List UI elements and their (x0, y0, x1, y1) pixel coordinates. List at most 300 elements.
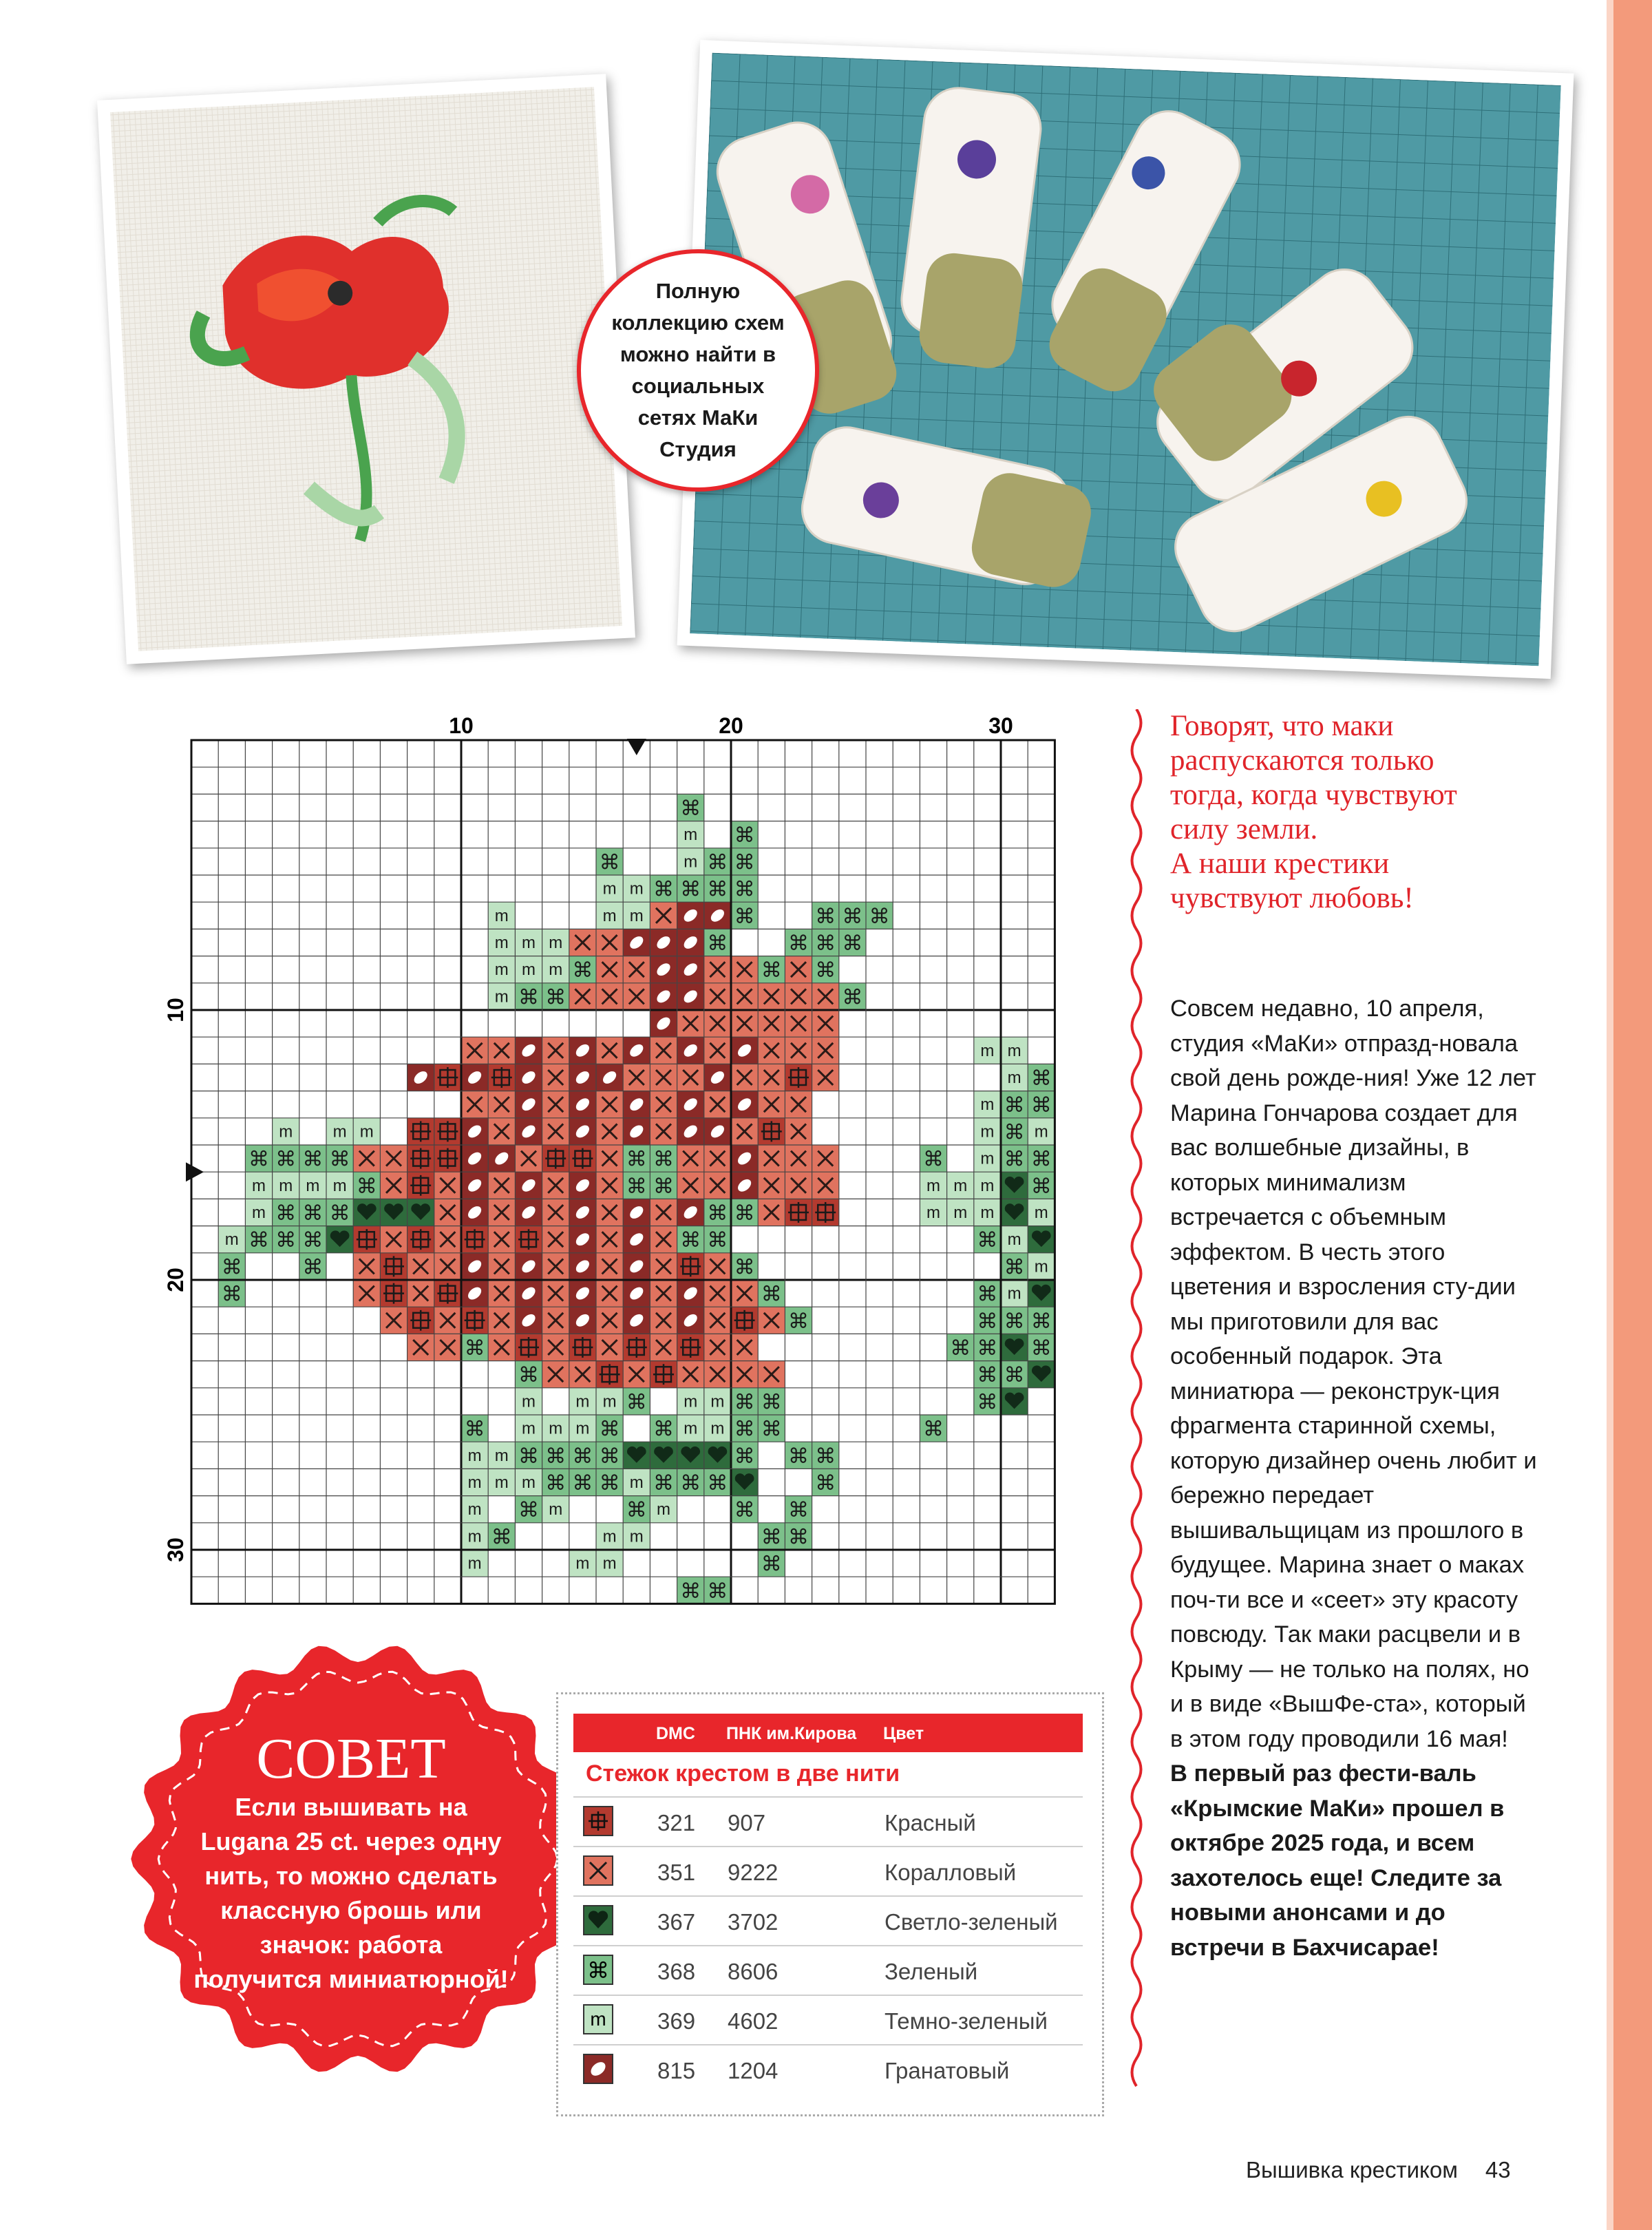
green-stitch (731, 821, 758, 848)
svg-text:m: m (224, 1230, 239, 1250)
garnet-stitch (461, 1253, 488, 1280)
coral-stitch (596, 1226, 623, 1253)
svg-text:m: m (602, 1392, 617, 1411)
svg-text:m: m (522, 1419, 536, 1438)
coral-stitch (488, 1334, 515, 1360)
coral-stitch (488, 1199, 515, 1226)
green-stitch (488, 1523, 515, 1550)
green-stitch (1001, 1091, 1028, 1118)
dark-green-stitch (488, 902, 515, 929)
svg-text:m: m (549, 1500, 563, 1519)
red-stitch (434, 1145, 461, 1172)
page-edge-stripe (1613, 0, 1652, 2230)
dark-green-stitch (596, 1388, 623, 1415)
key-dmc: 351 (657, 1860, 696, 1885)
svg-text:m: m (980, 1176, 995, 1195)
svg-text:⌘: ⌘ (221, 1282, 242, 1307)
coral-stitch (677, 1172, 704, 1199)
svg-text:⌘: ⌘ (518, 1498, 539, 1523)
green-stitch (569, 1442, 596, 1469)
svg-text:m: m (710, 1419, 725, 1438)
dark-green-stitch (461, 1442, 488, 1469)
svg-text:m: m (1034, 1257, 1048, 1276)
svg-text:⌘: ⌘ (734, 1201, 755, 1226)
tip-text: Если вышивать на Lugana 25 ct. через одну нить, то можно сделать классную брошь или значок: работа получится миниатюрной! (193, 1793, 509, 1993)
green-stitch (920, 1145, 946, 1172)
red-stitch (596, 1361, 623, 1388)
green-stitch (1028, 1172, 1055, 1199)
svg-text:m: m (522, 1392, 536, 1411)
red-stitch (434, 1064, 461, 1091)
svg-text:m: m (494, 934, 509, 952)
red-stitch (407, 1145, 434, 1172)
article-paragraph: Совсем недавно, 10 апреля, студия «МаКи» отпразд-новала свой день рожде-ния! Уже 12 лет Марина Гончарова создает для вас волшебные дизайны, в которых минимализм встречается с объемным эффектом. В честь этого цветения и взросления сту-дии мы приготовили для вас особенный подарок. Эта миниатюра — реконструк-ция фрагмента старинной схемы, которую дизайнер очень любит и бережно передает вышивальщицам из прошлого в будущее. Марина знает о маках поч-ти все и «сеет» эту красоту повсюду. Так маки расцвели и в Крыму — не только на полях, но и в виде «ВышФе-ста», который в этом году проводили 16 мая! (1170, 996, 1537, 1752)
green-stitch (542, 1469, 569, 1495)
svg-text:⌘: ⌘ (707, 1201, 728, 1226)
svg-text:⌘: ⌘ (545, 1471, 566, 1495)
coral-stitch (785, 983, 812, 1010)
light-green-stitch (407, 1199, 434, 1226)
key-header-color: Цвет (883, 1724, 924, 1743)
dark-green-stitch (299, 1172, 326, 1199)
garnet-stitch (515, 1172, 542, 1199)
green-stitch (1028, 1307, 1055, 1334)
svg-text:m: m (494, 1473, 509, 1492)
dark-green-stitch (704, 1415, 731, 1442)
green-stitch (704, 1226, 731, 1253)
coral-stitch (812, 1064, 839, 1091)
key-header (573, 1714, 1083, 1752)
svg-text:⌘: ⌘ (761, 1417, 782, 1442)
coral-stitch (650, 1334, 677, 1360)
svg-text:m: m (629, 1527, 644, 1546)
coral-stitch (731, 1361, 758, 1388)
svg-text:⌘: ⌘ (977, 1228, 998, 1253)
svg-text:⌘: ⌘ (518, 1444, 539, 1469)
dark-green-stitch (273, 1118, 299, 1145)
green-stitch (353, 1172, 380, 1199)
dark-green-stitch (542, 1415, 569, 1442)
coral-stitch (380, 1307, 407, 1334)
dark-green-stitch (488, 929, 515, 956)
green-stitch (1001, 1361, 1028, 1388)
green-stitch (731, 1415, 758, 1442)
dark-green-stitch (596, 1550, 623, 1577)
coral-stitch (650, 1307, 677, 1334)
garnet-stitch (677, 1037, 704, 1064)
garnet-stitch (569, 1253, 596, 1280)
green-stitch (758, 1550, 785, 1577)
svg-text:⌘: ⌘ (734, 877, 755, 902)
green-stitch (326, 1145, 353, 1172)
svg-text:m: m (926, 1203, 940, 1222)
coral-stitch (812, 1037, 839, 1064)
red-stitch (461, 1226, 488, 1253)
green-stitch (1001, 1307, 1028, 1334)
coral-stitch (542, 1172, 569, 1199)
key-row (573, 1945, 1083, 1995)
garnet-stitch (515, 1091, 542, 1118)
green-stitch (218, 1253, 245, 1280)
garnet-stitch (461, 1064, 488, 1091)
coral-stitch (731, 1064, 758, 1091)
dark-green-stitch (974, 1172, 1001, 1199)
dark-green-stitch (974, 1118, 1001, 1145)
svg-text:⌘: ⌘ (545, 1444, 566, 1469)
dark-green-stitch (677, 821, 704, 848)
coral-stitch (758, 1145, 785, 1172)
green-stitch (596, 1469, 623, 1495)
coral-stitch (542, 1037, 569, 1064)
coral-stitch (623, 1361, 650, 1388)
red-stitch (677, 1334, 704, 1360)
green-stitch (704, 848, 731, 875)
svg-text:⌘: ⌘ (707, 932, 728, 956)
svg-text:⌘: ⌘ (653, 1174, 674, 1199)
green-stitch (812, 929, 839, 956)
svg-text:m: m (980, 1041, 995, 1060)
green-stitch (731, 875, 758, 902)
garnet-stitch (407, 1064, 434, 1091)
light-green-stitch (677, 1442, 704, 1469)
red-stitch (515, 1334, 542, 1360)
svg-text:⌘: ⌘ (680, 1471, 701, 1495)
green-stitch (731, 848, 758, 875)
svg-text:⌘: ⌘ (734, 1255, 755, 1280)
coral-stitch (704, 1307, 731, 1334)
svg-text:⌘: ⌘ (1030, 1174, 1052, 1199)
coral-stitch (758, 1064, 785, 1091)
callout-text: Полную коллекцию схем можно найти в социальных сетях МаКи Студия (611, 279, 785, 461)
red-stitch (758, 1118, 785, 1145)
tip-title: СОВЕТ (256, 1727, 446, 1791)
key-dmc: 815 (657, 2058, 696, 2083)
coral-stitch (704, 1091, 731, 1118)
dark-green-stitch (1028, 1199, 1055, 1226)
light-green-stitch (380, 1199, 407, 1226)
garnet-stitch (650, 956, 677, 983)
dark-green-stitch (974, 1199, 1001, 1226)
garnet-stitch (569, 1037, 596, 1064)
garnet-stitch (569, 1280, 596, 1307)
green-stitch (785, 1496, 812, 1523)
green-stitch (299, 1226, 326, 1253)
green-stitch (974, 1226, 1001, 1253)
svg-text:⌘: ⌘ (599, 850, 620, 875)
coral-stitch (488, 1118, 515, 1145)
red-stitch (677, 1253, 704, 1280)
coral-stitch (704, 1037, 731, 1064)
dark-green-stitch (515, 956, 542, 983)
green-stitch (812, 1442, 839, 1469)
green-stitch (218, 1280, 245, 1307)
garnet-stitch (515, 1307, 542, 1334)
light-green-stitch (731, 1469, 758, 1495)
svg-text:m: m (629, 879, 644, 898)
key-pnk: 907 (728, 1810, 766, 1835)
green-stitch (1001, 1118, 1028, 1145)
coral-stitch (677, 1361, 704, 1388)
green-stitch (974, 1334, 1001, 1360)
garnet-stitch (461, 1172, 488, 1199)
green-stitch (785, 1442, 812, 1469)
coral-stitch (488, 1172, 515, 1199)
svg-text:⌘: ⌘ (707, 1228, 728, 1253)
svg-text:⌘: ⌘ (1030, 1093, 1052, 1118)
svg-text:m: m (1007, 1041, 1021, 1060)
svg-text:⌘: ⌘ (626, 1390, 647, 1415)
svg-text:⌘: ⌘ (977, 1390, 998, 1415)
key-dmc: 367 (657, 1909, 696, 1935)
svg-text:⌘: ⌘ (572, 1444, 593, 1469)
coral-stitch (596, 1118, 623, 1145)
green-stitch (677, 1469, 704, 1495)
light-green-stitch (623, 1442, 650, 1469)
svg-text:⌘: ⌘ (302, 1147, 324, 1172)
svg-text:m: m (926, 1176, 940, 1195)
coral-stitch (380, 1226, 407, 1253)
garnet-stitch (515, 1199, 542, 1226)
coral-stitch (812, 1145, 839, 1172)
coral-stitch (650, 1064, 677, 1091)
garnet-stitch (515, 1037, 542, 1064)
green-stitch (273, 1199, 299, 1226)
svg-text:⌘: ⌘ (491, 1525, 512, 1550)
svg-text:⌘: ⌘ (518, 1363, 539, 1388)
dark-green-stitch (947, 1199, 974, 1226)
light-green-stitch (704, 1442, 731, 1469)
green-stitch (731, 902, 758, 929)
red-stitch (353, 1226, 380, 1253)
svg-text:m: m (980, 1095, 995, 1115)
green-stitch (623, 1172, 650, 1199)
svg-text:⌘: ⌘ (815, 1444, 836, 1469)
svg-text:⌘: ⌘ (653, 1471, 674, 1495)
garnet-stitch (461, 1145, 488, 1172)
svg-text:⌘: ⌘ (1030, 1309, 1052, 1334)
svg-text:m: m (467, 1473, 482, 1492)
coral-stitch (488, 1253, 515, 1280)
dark-green-stitch (1001, 1280, 1028, 1307)
command-icon (583, 1955, 613, 1985)
garnet-stitch (731, 1037, 758, 1064)
coral-stitch (650, 1037, 677, 1064)
green-stitch (299, 1145, 326, 1172)
column-tick-label: 10 (449, 713, 474, 738)
svg-text:m: m (549, 960, 563, 980)
svg-text:m: m (494, 1446, 509, 1465)
coral-stitch (569, 1361, 596, 1388)
svg-text:⌘: ⌘ (977, 1336, 998, 1360)
red-stitch (434, 1280, 461, 1307)
coral-stitch (704, 1010, 731, 1037)
garnet-stitch (569, 1226, 596, 1253)
garnet-stitch (650, 1010, 677, 1037)
svg-text:m: m (467, 1527, 482, 1546)
svg-text:m: m (602, 1554, 617, 1573)
garnet-stitch (650, 983, 677, 1010)
red-stitch (542, 1145, 569, 1172)
dark-green-stitch (1001, 1064, 1028, 1091)
green-stitch (515, 1442, 542, 1469)
key-pnk: 8606 (728, 1959, 779, 1984)
dark-green-stitch (1028, 1118, 1055, 1145)
coral-stitch (704, 1253, 731, 1280)
dark-green-stitch (623, 875, 650, 902)
svg-text:⌘: ⌘ (707, 1471, 728, 1495)
coral-stitch (542, 1253, 569, 1280)
svg-text:⌘: ⌘ (788, 932, 809, 956)
key-pnk: 4602 (728, 2008, 779, 2034)
coral-stitch (569, 983, 596, 1010)
svg-text:⌘: ⌘ (626, 1174, 647, 1199)
key-row (573, 1895, 1083, 1945)
garnet-stitch (677, 1307, 704, 1334)
svg-text:m: m (629, 1473, 644, 1492)
page-edge-light (1607, 0, 1613, 2230)
coral-stitch (677, 1145, 704, 1172)
light-green-stitch (1001, 1199, 1028, 1226)
green-stitch (731, 1199, 758, 1226)
red-stitch (407, 1118, 434, 1145)
svg-text:⌘: ⌘ (1030, 1336, 1052, 1360)
svg-text:⌘: ⌘ (302, 1228, 324, 1253)
svg-text:m: m (522, 934, 536, 952)
svg-text:⌘: ⌘ (1030, 1066, 1052, 1091)
red-stitch (569, 1145, 596, 1172)
green-stitch (1001, 1145, 1028, 1172)
svg-text:⌘: ⌘ (815, 932, 836, 956)
svg-text:⌘: ⌘ (842, 904, 863, 929)
m-icon (583, 2004, 613, 2034)
svg-text:m: m (1034, 1122, 1048, 1142)
svg-text:⌘: ⌘ (788, 1444, 809, 1469)
green-stitch (299, 1253, 326, 1280)
svg-text:⌘: ⌘ (950, 1336, 971, 1360)
green-stitch (1028, 1064, 1055, 1091)
svg-text:⌘: ⌘ (653, 877, 674, 902)
coral-stitch (488, 1037, 515, 1064)
green-stitch (677, 875, 704, 902)
green-stitch (650, 875, 677, 902)
dark-green-stitch (542, 1496, 569, 1523)
coral-stitch (569, 929, 596, 956)
coral-stitch (380, 1145, 407, 1172)
red-stitch (461, 1307, 488, 1334)
green-stitch (677, 1577, 704, 1603)
dark-green-stitch (596, 902, 623, 929)
coral-stitch (434, 1172, 461, 1199)
red-plus-icon (583, 1806, 613, 1836)
green-stitch (731, 1253, 758, 1280)
red-stitch (407, 1226, 434, 1253)
dark-green-stitch (623, 1469, 650, 1495)
coral-stitch (407, 1280, 434, 1307)
svg-text:⌘: ⌘ (248, 1228, 269, 1253)
dark-green-stitch (353, 1118, 380, 1145)
green-stitch (273, 1226, 299, 1253)
coral-stitch (434, 1307, 461, 1334)
dark-green-stitch (650, 1496, 677, 1523)
svg-text:⌘: ⌘ (680, 797, 701, 821)
garnet-stitch (731, 1091, 758, 1118)
svg-text:⌘: ⌘ (734, 850, 755, 875)
green-stitch (1028, 1334, 1055, 1360)
coral-stitch (812, 1172, 839, 1199)
svg-text:⌘: ⌘ (788, 1525, 809, 1550)
green-stitch (785, 1523, 812, 1550)
green-stitch (974, 1361, 1001, 1388)
garnet-stitch (677, 929, 704, 956)
green-stitch (515, 1361, 542, 1388)
green-stitch (1028, 1145, 1055, 1172)
svg-text:m: m (359, 1122, 374, 1142)
svg-text:⌘: ⌘ (302, 1255, 324, 1280)
svg-text:m: m (684, 852, 698, 872)
green-stitch (245, 1226, 272, 1253)
svg-text:m: m (657, 1500, 670, 1519)
coral-stitch (488, 1280, 515, 1307)
green-stitch (974, 1307, 1001, 1334)
coral-stitch (596, 1172, 623, 1199)
coral-stitch (704, 956, 731, 983)
dark-green-stitch (461, 1550, 488, 1577)
green-stitch (785, 1307, 812, 1334)
svg-text:⌘: ⌘ (572, 1471, 593, 1495)
dark-green-stitch (488, 956, 515, 983)
green-stitch (758, 1523, 785, 1550)
red-stitch (434, 1118, 461, 1145)
coral-stitch (596, 1253, 623, 1280)
svg-text:m: m (575, 1392, 590, 1411)
coral-stitch (812, 983, 839, 1010)
svg-text:⌘: ⌘ (1004, 1093, 1025, 1118)
green-stitch (839, 983, 866, 1010)
key-name: Темно-зеленый (885, 2008, 1048, 2034)
dark-green-stitch (596, 1523, 623, 1550)
coral-stitch (434, 1334, 461, 1360)
svg-text:m: m (602, 1527, 617, 1546)
coral-stitch (758, 1010, 785, 1037)
svg-text:⌘: ⌘ (869, 904, 890, 929)
green-stitch (812, 902, 839, 929)
green-stitch (326, 1199, 353, 1226)
dark-green-stitch (542, 956, 569, 983)
red-stitch (785, 1064, 812, 1091)
coral-stitch (542, 1199, 569, 1226)
svg-text:⌘: ⌘ (1030, 1147, 1052, 1172)
garnet-stitch (515, 1280, 542, 1307)
coral-stitch (650, 1226, 677, 1253)
svg-text:m: m (306, 1176, 320, 1195)
garnet-stitch (596, 1064, 623, 1091)
svg-text:⌘: ⌘ (626, 1498, 647, 1523)
green-stitch (542, 1442, 569, 1469)
green-stitch (461, 1415, 488, 1442)
footer-section: Вышивка крестиком (1246, 2157, 1458, 2182)
green-stitch (758, 1415, 785, 1442)
garnet-stitch (569, 1307, 596, 1334)
coral-stitch (542, 1091, 569, 1118)
row-tick-label: 30 (163, 1537, 188, 1562)
dark-green-stitch (488, 983, 515, 1010)
green-stitch (596, 1442, 623, 1469)
garnet-stitch (731, 1145, 758, 1172)
light-green-stitch (650, 1442, 677, 1469)
dark-green-stitch (488, 1469, 515, 1495)
svg-text:m: m (549, 934, 563, 952)
coral-stitch (704, 1280, 731, 1307)
